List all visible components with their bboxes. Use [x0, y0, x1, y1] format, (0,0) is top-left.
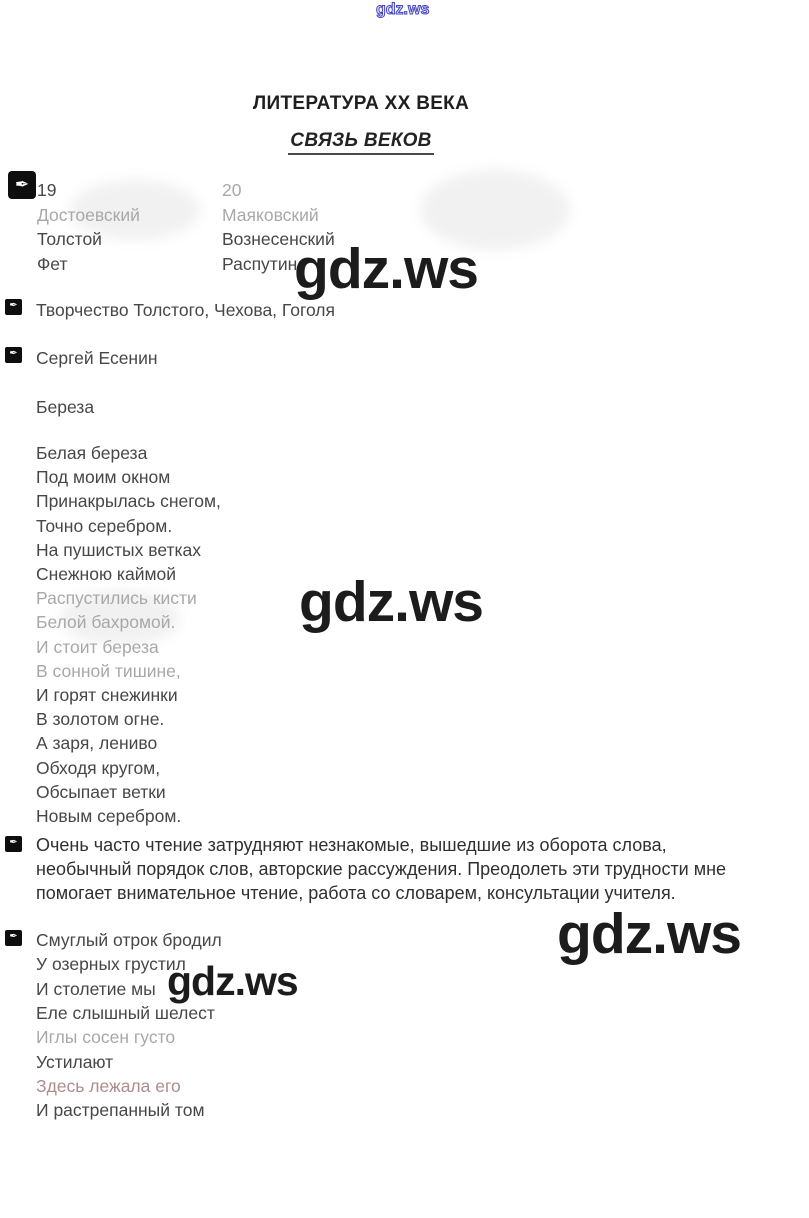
answer-line: Фет — [37, 253, 68, 274]
poem-line: Новым серебром. — [36, 806, 182, 827]
pen-nib-icon — [8, 171, 36, 199]
pen-nib-glyph: ✒ — [14, 174, 30, 194]
answer-line: 19 — [37, 180, 57, 200]
poem-line: Обсыпает ветки — [36, 781, 166, 802]
poem-line: Точно серебром. — [36, 515, 173, 536]
poem-line: У озерных грустил — [36, 954, 186, 975]
note-text: Творчество Толстого, Чехова, Гоголя — [36, 300, 335, 320]
poem-line: Принакрылась снегом, — [36, 491, 221, 512]
answer-line: Вознесенский — [222, 229, 335, 249]
answer-line: 20 — [222, 180, 242, 200]
poem-line: И горят снежинки — [36, 685, 178, 706]
poem-line: Под моим окном — [36, 467, 171, 488]
answer-line: Маяковский — [222, 204, 319, 225]
poem-line: Белая береза — [36, 443, 148, 463]
reading-paragraph — [36, 834, 726, 906]
page-subtitle-wrap — [0, 130, 722, 155]
poem-line: Обходя кругом, — [36, 757, 161, 778]
pen-nib-glyph: ✒ — [9, 837, 18, 848]
paragraph-line: Очень часто чтение затрудняют незнакомые, вышедшие из оборота слова, — [36, 835, 667, 855]
watermark-bottom-right: gdz.ws — [557, 902, 742, 966]
poem-line: Распустились кисти — [36, 588, 197, 609]
poem-line: Снежною каймой — [36, 564, 177, 585]
watermark-top: gdz.ws — [376, 1, 430, 18]
page-subtitle: СВЯЗЬ ВЕКОВ — [288, 130, 433, 155]
pen-nib-glyph: ✒ — [9, 931, 18, 942]
poem-line: Смуглый отрок бродил — [36, 930, 222, 950]
pen-nib-icon — [5, 930, 22, 946]
answer-line: Достоевский — [37, 204, 140, 225]
poem-title: Береза — [36, 397, 95, 417]
paragraph-line: необычный порядок слов, авторские рассуждения. Преодолеть эти трудности мне — [36, 858, 727, 879]
pen-nib-glyph: ✒ — [9, 348, 18, 359]
answer-line: Толстой — [37, 229, 102, 249]
poem-line: И стоит береза — [36, 636, 159, 657]
poem-bereza — [36, 441, 221, 828]
poem-author: Сергей Есенин — [36, 348, 158, 368]
poem-line: Устилают — [36, 1051, 114, 1072]
poem-line: И столетие мы — [36, 978, 156, 999]
poem-line: Здесь лежала его — [36, 1076, 181, 1097]
pen-nib-icon — [5, 347, 22, 363]
poem-line: В золотом огне. — [36, 709, 165, 730]
pen-nib-glyph: ✒ — [9, 300, 18, 311]
poem-line: А заря, лениво — [36, 733, 158, 754]
poem-line: Иглы сосен густо — [36, 1027, 176, 1048]
watermark-mid-2: gdz.ws — [299, 570, 484, 634]
page-title: ЛИТЕРАТУРА XX ВЕКА — [252, 93, 470, 114]
pen-nib-icon — [5, 836, 22, 852]
poem-line: На пушистых ветках — [36, 539, 202, 560]
paragraph-line: помогает внимательное чтение, работа со словарем, консультации учителя. — [36, 882, 676, 903]
pen-nib-icon — [5, 299, 22, 315]
poem-line: Белой бахромой. — [36, 612, 176, 633]
watermark-bottom-left: gdz.ws — [167, 958, 298, 1004]
answer-list-left — [37, 178, 140, 276]
poem-line: И растрепанный том — [36, 1100, 205, 1121]
poem-line: Еле слышный шелест — [36, 1003, 215, 1024]
poem-line: В сонной тишине, — [36, 660, 181, 681]
answer-line: Распутин — [222, 253, 298, 274]
watermark-mid-1: gdz.ws — [294, 237, 479, 301]
